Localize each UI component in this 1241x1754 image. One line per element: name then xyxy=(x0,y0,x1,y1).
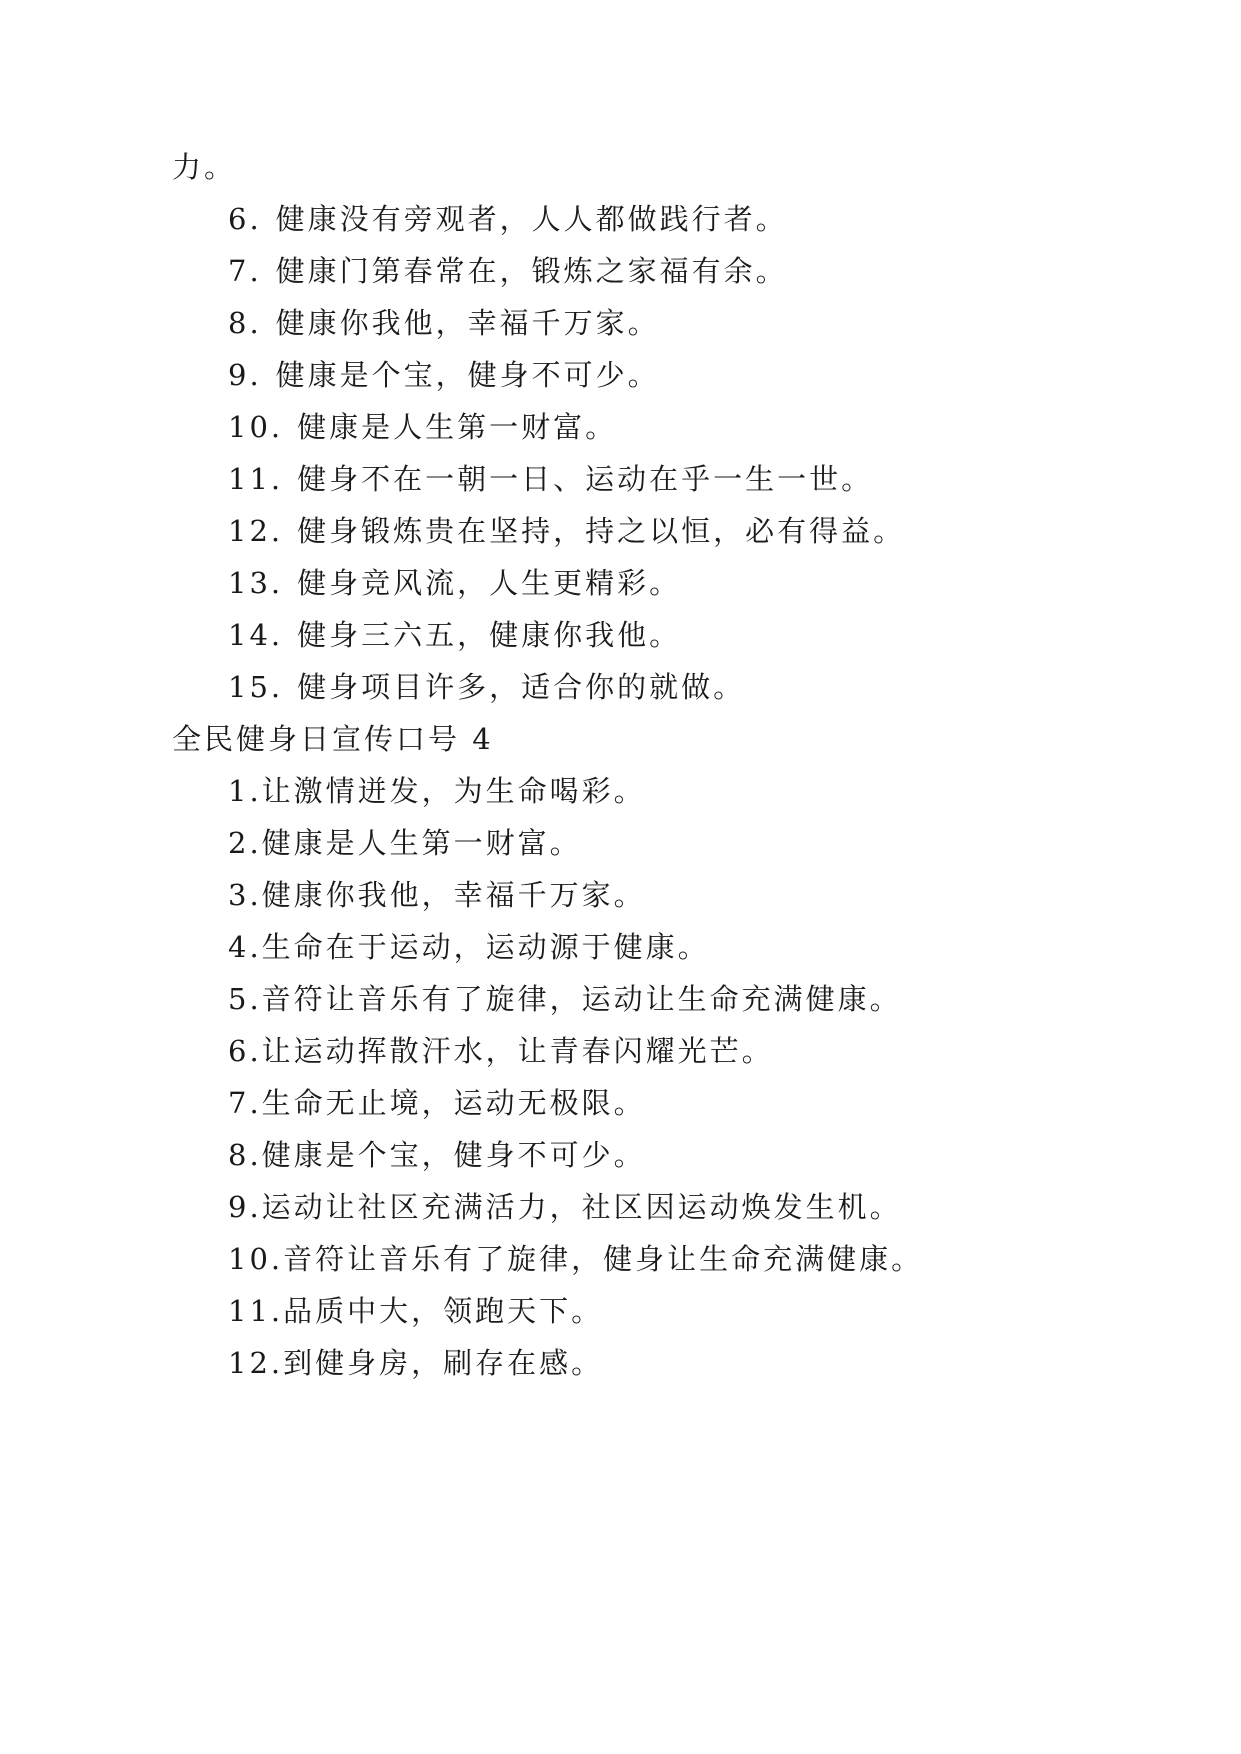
list-item-text: 健康是人生第一财富。 xyxy=(261,826,582,860)
list-item xyxy=(228,875,646,915)
list-item-number: 2. xyxy=(228,826,262,860)
list-item-text: 健身项目许多，适合你的就做。 xyxy=(297,670,746,704)
list-item xyxy=(228,459,873,499)
list-item-number: 7. xyxy=(228,254,262,288)
list-item xyxy=(228,823,582,863)
list-item xyxy=(228,511,905,551)
list-item-text: 品质中大，领跑天下。 xyxy=(283,1294,604,1328)
continuation-text: 力。 xyxy=(172,150,237,184)
list-item-number: 8. xyxy=(228,1138,262,1172)
list-item-number: 3. xyxy=(228,878,262,912)
list-item xyxy=(228,251,788,291)
list-item xyxy=(228,979,902,1019)
list-item-number: 11. xyxy=(228,462,284,496)
list-item-number: 7. xyxy=(228,1086,262,1120)
list-item xyxy=(228,615,681,655)
list-item-number: 4. xyxy=(228,930,262,964)
list-item-number: 5. xyxy=(228,982,262,1016)
list-item-number: 11. xyxy=(228,1294,284,1328)
list-item-number: 12. xyxy=(228,1346,284,1380)
list-item xyxy=(228,1239,923,1279)
list-item xyxy=(228,1343,603,1383)
list-item-text: 让激情迸发，为生命喝彩。 xyxy=(261,774,646,808)
list-item-text: 健康是个宝，健身不可少。 xyxy=(275,358,660,392)
list-item-text: 音符让音乐有了旋律，健身让生命充满健康。 xyxy=(283,1242,924,1276)
list-item-number: 10. xyxy=(228,1242,284,1276)
list-item xyxy=(228,1187,902,1227)
list-item-text: 健身竞风流，人生更精彩。 xyxy=(297,566,682,600)
list-item xyxy=(228,407,617,447)
list-item-text: 生命在于运动，运动源于健康。 xyxy=(261,930,710,964)
list-item xyxy=(228,1135,646,1175)
list-item-number: 9. xyxy=(228,358,262,392)
list-item-text: 健康门第春常在，锻炼之家福有余。 xyxy=(275,254,788,288)
list-item xyxy=(228,927,710,967)
list-item-number: 6. xyxy=(228,1034,262,1068)
list-item xyxy=(228,1291,603,1331)
list-item-text: 让运动挥散汗水，让青春闪耀光芒。 xyxy=(261,1034,774,1068)
list-item-text: 健康是人生第一财富。 xyxy=(297,410,618,444)
list-item-text: 健康是个宝，健身不可少。 xyxy=(261,1138,646,1172)
list-item-text: 健康你我他，幸福千万家。 xyxy=(261,878,646,912)
section-heading: 全民健身日宣传口号 4 xyxy=(172,722,494,756)
list-item xyxy=(228,563,681,603)
list-item-text: 音符让音乐有了旋律，运动让生命充满健康。 xyxy=(261,982,902,1016)
list-item-text: 健身三六五，健康你我他。 xyxy=(297,618,682,652)
list-item xyxy=(228,1031,774,1071)
list-item-number: 8. xyxy=(228,306,262,340)
list-item-text: 到健身房，刷存在感。 xyxy=(283,1346,604,1380)
list-item-number: 10. xyxy=(228,410,284,444)
list-item-text: 健身锻炼贵在坚持，持之以恒，必有得益。 xyxy=(297,514,906,548)
list-item-text: 健康你我他，幸福千万家。 xyxy=(275,306,660,340)
list-item-number: 9. xyxy=(228,1190,262,1224)
list-item-text: 运动让社区充满活力，社区因运动焕发生机。 xyxy=(261,1190,902,1224)
list-item-text: 健康没有旁观者，人人都做践行者。 xyxy=(275,202,788,236)
list-item xyxy=(228,771,646,811)
list-item-number: 14. xyxy=(228,618,284,652)
list-item xyxy=(228,199,788,239)
list-item-number: 6. xyxy=(228,202,262,236)
list-item-number: 15. xyxy=(228,670,284,704)
list-item-number: 13. xyxy=(228,566,284,600)
list-item xyxy=(228,1083,646,1123)
list-item-text: 健身不在一朝一日、运动在乎一生一世。 xyxy=(297,462,874,496)
list-item xyxy=(228,667,745,707)
list-item-number: 1. xyxy=(228,774,262,808)
list-item-number: 12. xyxy=(228,514,284,548)
list-item xyxy=(228,355,660,395)
list-item-text: 生命无止境，运动无极限。 xyxy=(261,1086,646,1120)
list-item xyxy=(228,303,660,343)
